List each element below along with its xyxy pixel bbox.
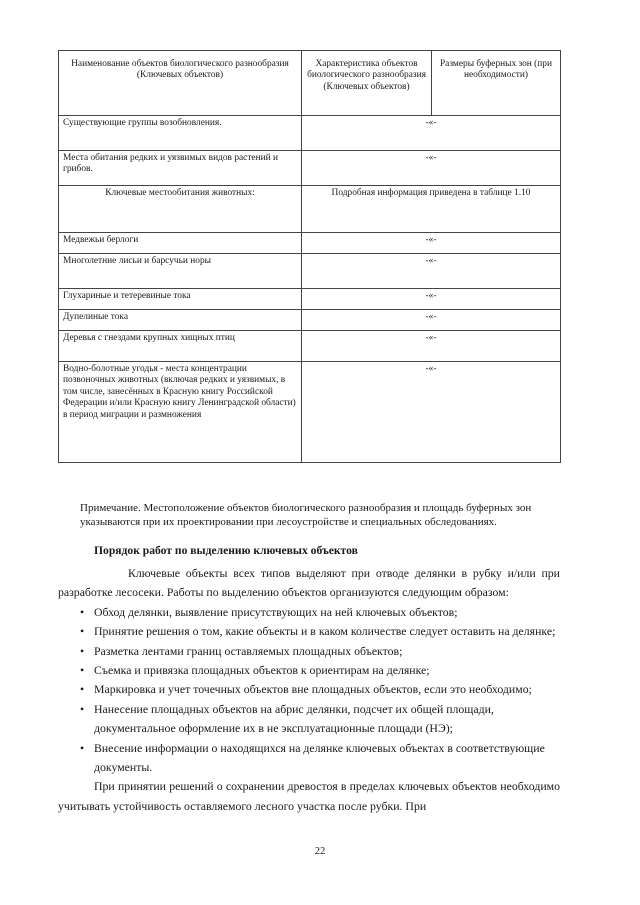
row-value: -«-: [302, 331, 561, 362]
closing-paragraph: При принятии решений о сохранении древостоя в пределах ключевых объектов необходимо учитывать устойчивость оставляемого лесного участка после рубки. При: [58, 779, 560, 813]
row-name: Дупелиные тока: [59, 310, 302, 331]
biodiversity-objects-table: [58, 50, 561, 463]
row-value: Подробная информация приведена в таблице 1.10: [302, 186, 561, 233]
list-item: • Принятие решения о том, какие объекты и в каком количестве следует оставить на делянке;: [58, 622, 560, 641]
table-row: [59, 186, 561, 233]
bullet-icon: •: [80, 663, 85, 678]
row-name: Медвежьи берлоги: [59, 233, 302, 254]
header-buffer-zone: Размеры буферных зон (при необходимости): [432, 51, 561, 116]
table-row: [59, 310, 561, 331]
bullet-icon: •: [80, 643, 85, 658]
list-item: • Маркировка и учет точечных объектов вне площадных объектов, если это необходимо;: [58, 680, 560, 699]
table-row: [59, 362, 561, 463]
bullet-icon: •: [80, 740, 85, 755]
row-name: Существующие группы возобновления.: [59, 116, 302, 151]
header-object-name: Наименование объектов биологического разнообразия (Ключевых объектов): [59, 51, 302, 116]
row-name: Глухариные и тетеревиные тока: [59, 289, 302, 310]
table-note: Примечание. Местоположение объектов биологического разнообразия и площадь буферных зон указываются при их проектировании при лесоустройстве и специальных обследованиях.: [80, 502, 532, 528]
table-row: [59, 233, 561, 254]
header-object-characteristic: Характеристика объектов биологического разнообразия (Ключевых объектов): [302, 51, 432, 116]
bullet-icon: •: [80, 604, 85, 619]
row-value: -«-: [302, 289, 561, 310]
row-name: Ключевые местообитания животных:: [59, 186, 302, 233]
row-value: -«-: [302, 151, 561, 186]
section-heading: Порядок работ по выделению ключевых объектов: [94, 544, 358, 557]
table-row: [59, 254, 561, 289]
table-row: [59, 116, 561, 151]
list-item: • Съемка и привязка площадных объектов к ориентирам на делянке;: [58, 661, 560, 680]
bullet-icon: •: [80, 624, 85, 639]
row-value: -«-: [302, 116, 561, 151]
work-steps-list: [58, 603, 560, 778]
bullet-icon: •: [80, 682, 85, 697]
row-name: Водно-болотные угодья - места концентрации позвоночных животных (включая редких и уязвимых, в том числе, занесённых в Красную книгу Российской Федерации и/или Красную книгу Ленинградской области) в период миграции и размножения: [59, 362, 302, 463]
list-item: • Нанесение площадных объектов на абрис делянки, подсчет их общей площади, документальное оформление их в не эксплуатационные площади (НЭ);: [80, 701, 494, 736]
row-name: Места обитания редких и уязвимых видов растений и грибов.: [59, 151, 302, 186]
list-item: • Внесение информации о находящихся на делянке ключевых объектах в соответствующие документы.: [80, 740, 545, 775]
row-name: Деревья с гнездами крупных хищных птиц: [59, 331, 302, 362]
table-row: [59, 151, 561, 186]
row-value: -«-: [302, 254, 561, 289]
body-text: [58, 564, 560, 816]
bullet-icon: •: [80, 701, 85, 716]
table-row: [59, 289, 561, 310]
page-number: 22: [314, 846, 326, 857]
table-header-row: [59, 51, 561, 116]
row-value: -«-: [302, 233, 561, 254]
row-value: -«-: [302, 362, 561, 463]
row-name: Многолетние лисьи и барсучьи норы: [59, 254, 302, 289]
list-item: • Разметка лентами границ оставляемых площадных объектов;: [58, 642, 560, 661]
table-row: [59, 331, 561, 362]
row-value: -«-: [302, 310, 561, 331]
list-item: • Обход делянки, выявление присутствующих на ней ключевых объектов;: [58, 603, 560, 622]
intro-paragraph: Ключевые объекты всех типов выделяют при отводе делянки в рубку и/или при разработке лесосеки. Работы по выделению объектов организуются следующим образом:: [58, 566, 560, 600]
